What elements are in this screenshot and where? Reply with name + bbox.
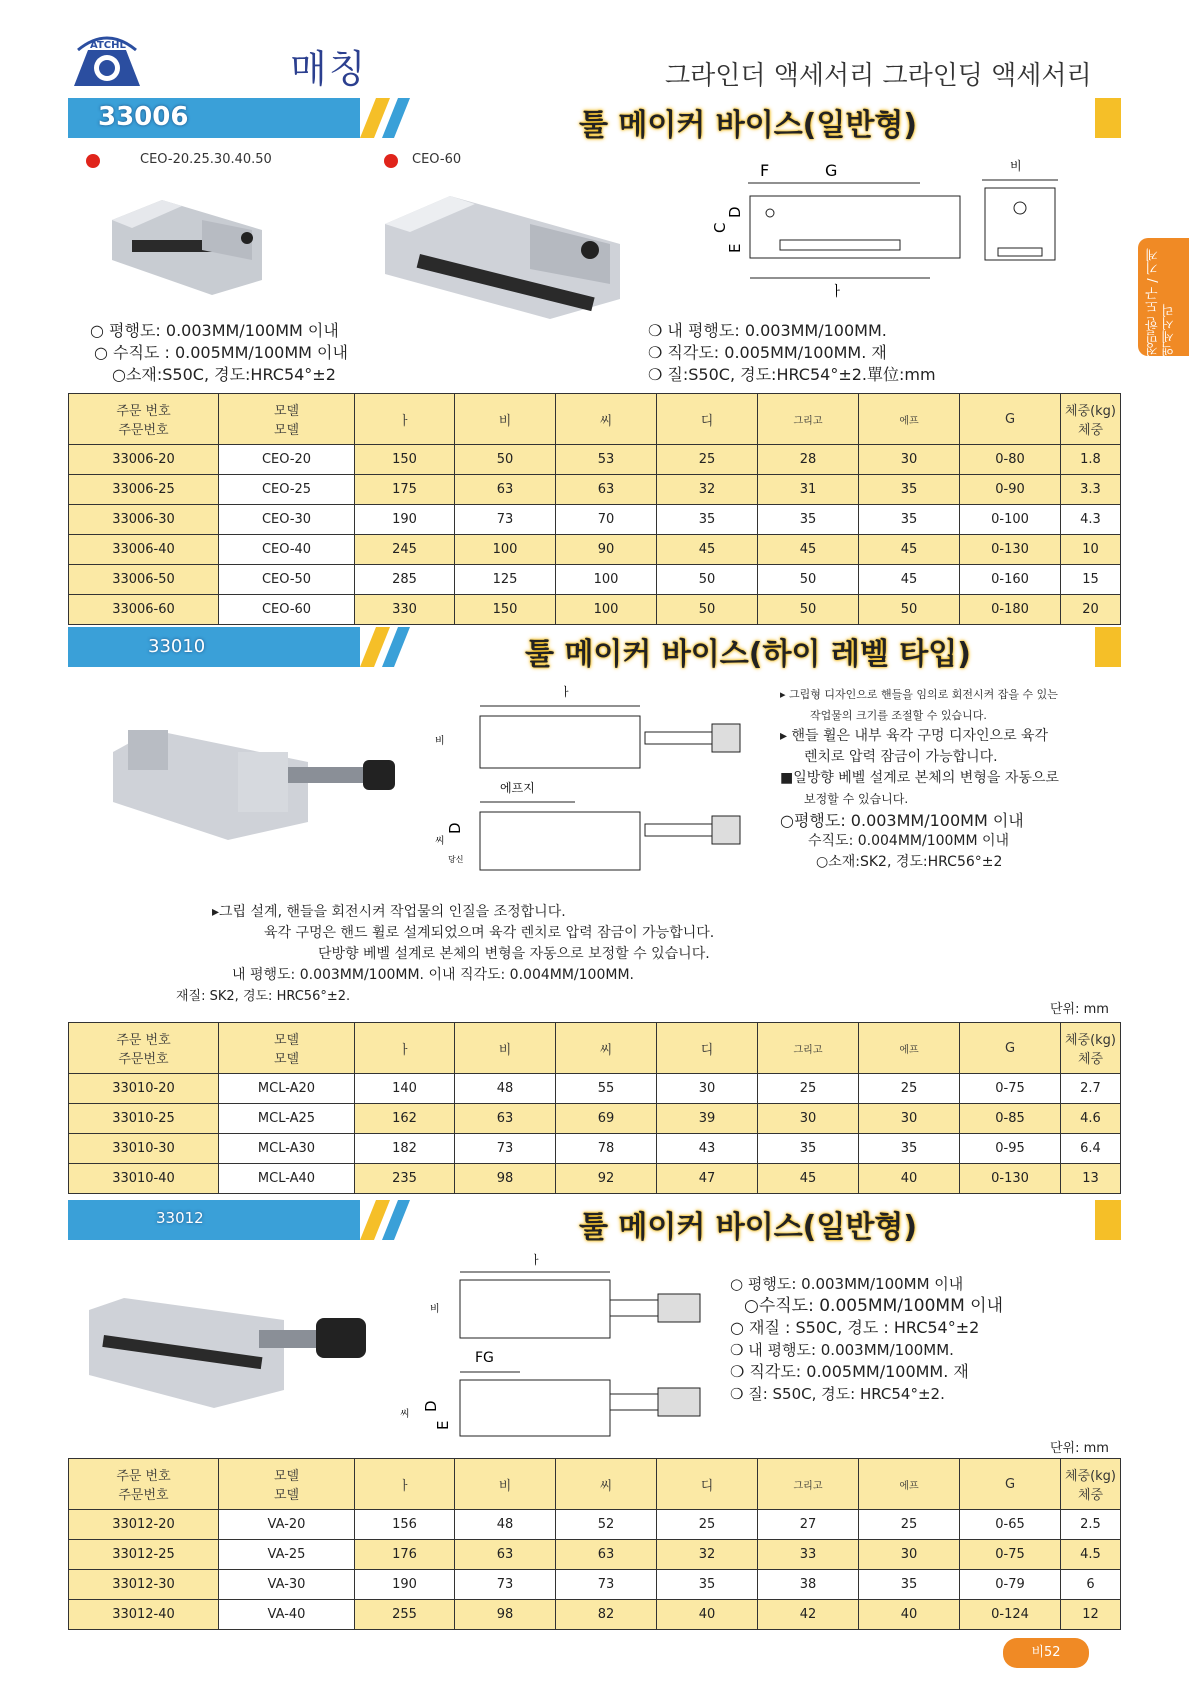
table-cell: 33010-40 (69, 1164, 219, 1194)
red-bullet-icon (86, 154, 100, 168)
table-cell: 330 (355, 595, 455, 625)
table-cell: 73 (455, 505, 556, 535)
spec-item: ○ 평행도: 0.003MM/100MM 이내 (730, 1275, 964, 1293)
table-cell: 6 (1061, 1570, 1121, 1600)
table-cell: 0-75 (960, 1540, 1061, 1570)
col-model: 모델 모델 (219, 394, 355, 445)
col-b: 비 (455, 1023, 556, 1074)
table-cell: 33006-20 (69, 445, 219, 475)
spec-item: ❍ 직각도: 0.005MM/100MM. 재 (730, 1362, 969, 1381)
dim-label-g: G (825, 161, 838, 180)
col-c: 씨 (556, 1459, 657, 1510)
dim-label-e: E (726, 243, 744, 253)
table-cell: MCL-A25 (219, 1104, 355, 1134)
dimension-diagram-side (711, 158, 960, 307)
table-cell: VA-40 (219, 1600, 355, 1630)
table-cell: 32 (657, 475, 758, 505)
table-cell: 285 (355, 565, 455, 595)
col-c: 씨 (556, 394, 657, 445)
table-row (69, 445, 1121, 475)
dim-label-b: 비 (1010, 159, 1022, 173)
section-code: 33006 (98, 102, 189, 132)
table-cell: 92 (556, 1164, 657, 1194)
table-cell: 82 (556, 1600, 657, 1630)
table-cell: 73 (556, 1570, 657, 1600)
table-row (69, 1104, 1121, 1134)
table-cell: 0-85 (960, 1104, 1061, 1134)
table-cell: 125 (455, 565, 556, 595)
table-row (69, 475, 1121, 505)
table-cell: 90 (556, 535, 657, 565)
section-bar-33010 (68, 627, 1121, 672)
table-cell: 0-130 (960, 1164, 1061, 1194)
spec-list-right (648, 320, 936, 386)
section-bar-33012 (68, 1200, 1121, 1245)
table-cell: MCL-A40 (219, 1164, 355, 1194)
dim-label-c: 씨 (435, 836, 445, 847)
table-cell: 0-180 (960, 595, 1061, 625)
spec-item: ○ 평행도: 0.003MM/100MM 이내 (90, 321, 339, 340)
table-cell: 35 (657, 505, 758, 535)
table-cell: 3.3 (1061, 475, 1121, 505)
table-cell: CEO-40 (219, 535, 355, 565)
table-cell: 100 (556, 565, 657, 595)
table-cell: 45 (657, 535, 758, 565)
feature-item: 보정할 수 있습니다. (804, 792, 909, 806)
table-cell: 33010-20 (69, 1074, 219, 1104)
table-cell: 50 (859, 595, 960, 625)
table-cell: 2.7 (1061, 1074, 1121, 1104)
spec-table-33006 (68, 393, 1121, 625)
table-row (69, 595, 1121, 625)
table-cell: 30 (859, 445, 960, 475)
table-cell: MCL-A30 (219, 1134, 355, 1164)
table-cell: 150 (355, 445, 455, 475)
spec-table-33012 (68, 1458, 1121, 1630)
table-cell: 25 (657, 445, 758, 475)
table-cell: 35 (758, 505, 859, 535)
table-cell: 140 (355, 1074, 455, 1104)
col-weight: 체중(kg) 체중 (1061, 1023, 1121, 1074)
table-cell: 100 (556, 595, 657, 625)
note-item: 내 평행도: 0.003MM/100MM. 이내 직각도: 0.004MM/100MM. (232, 967, 634, 983)
col-g: G (960, 1459, 1061, 1510)
vise-photo-general (84, 1290, 384, 1414)
dim-label-fg: 에프지 (500, 781, 535, 795)
table-cell: 190 (355, 505, 455, 535)
table-cell: 150 (455, 595, 556, 625)
table-cell: 50 (758, 595, 859, 625)
table-row (69, 535, 1121, 565)
table-row (69, 1510, 1121, 1540)
table-cell: 40 (859, 1600, 960, 1630)
table-cell: 33006-40 (69, 535, 219, 565)
table-row (69, 505, 1121, 535)
table-cell: 0-75 (960, 1074, 1061, 1104)
col-b: 비 (455, 1459, 556, 1510)
table-cell: 33006-30 (69, 505, 219, 535)
side-tab[interactable] (1138, 238, 1189, 356)
col-model: 모델 모델 (219, 1459, 355, 1510)
spec-item: ❍ 직각도: 0.005MM/100MM. 재 (648, 343, 887, 362)
table-cell: 33012-30 (69, 1570, 219, 1600)
table-cell: VA-30 (219, 1570, 355, 1600)
dim-label-d: D (726, 206, 744, 218)
table-cell: 1.8 (1061, 445, 1121, 475)
section-title: 툴 메이커 바이스(하이 레벨 타입) (525, 637, 971, 672)
spec-item: ○ 재질 : S50C, 경도 : HRC54°±2 (730, 1318, 980, 1337)
section-title: 툴 메이커 바이스(일반형) (578, 1210, 918, 1245)
col-order-no: 주문 번호 주문번호 (69, 394, 219, 445)
table-cell: 6.4 (1061, 1134, 1121, 1164)
spec-item: ❍ 내 평행도: 0.003MM/100MM. (648, 321, 887, 340)
logo-text: ATCHL (90, 40, 126, 51)
table-cell: CEO-50 (219, 565, 355, 595)
col-g: G (960, 394, 1061, 445)
table-cell: 35 (859, 1134, 960, 1164)
stripe-decoration-icon (360, 627, 430, 667)
table-cell: 38 (758, 1570, 859, 1600)
col-e: 그리고 (758, 1459, 859, 1510)
table-cell: 28 (758, 445, 859, 475)
table-cell: 33010-30 (69, 1134, 219, 1164)
table-row (69, 1540, 1121, 1570)
feature-list (780, 684, 1120, 873)
table-cell: 25 (657, 1510, 758, 1540)
vise-photo-highlevel (108, 722, 418, 846)
table-cell: 45 (859, 565, 960, 595)
table-row (69, 565, 1121, 595)
table-cell: 35 (859, 505, 960, 535)
table-cell: VA-25 (219, 1540, 355, 1570)
col-d: 디 (657, 1023, 758, 1074)
dim-label-c: 씨 (400, 1409, 410, 1420)
spec-item: ○수직도: 0.005MM/100MM 이내 (744, 1296, 1003, 1316)
col-weight: 체중(kg) 체중 (1061, 394, 1121, 445)
col-d: 디 (657, 394, 758, 445)
table-cell: 0-80 (960, 445, 1061, 475)
dim-label-e: E (434, 1420, 452, 1430)
section-bar-33006 (68, 98, 1121, 143)
table-cell: 33012-25 (69, 1540, 219, 1570)
col-a: ㅏ (355, 1459, 455, 1510)
table-cell: 0-65 (960, 1510, 1061, 1540)
table-cell: 69 (556, 1104, 657, 1134)
spec-item: ○ 수직도 : 0.005MM/100MM 이내 (94, 343, 348, 362)
stripe-decoration-icon (360, 1200, 430, 1240)
table-cell: 50 (657, 595, 758, 625)
variant-label: CEO-60 (412, 152, 462, 167)
dim-label-d: D (446, 822, 464, 834)
table-cell: 35 (657, 1570, 758, 1600)
table-cell: 30 (758, 1104, 859, 1134)
spec-list-left (90, 320, 348, 386)
col-a: ㅏ (355, 394, 455, 445)
table-cell: 43 (657, 1134, 758, 1164)
table-cell: CEO-25 (219, 475, 355, 505)
feature-item: ○소재:SK2, 경도:HRC56°±2 (816, 854, 1003, 870)
header-subtitle: 그라인더 액세서리 그라인딩 액세서리 (665, 61, 1092, 91)
table-cell: 47 (657, 1164, 758, 1194)
note-item: ▸그립 설계, 핸들을 회전시켜 작업물의 인질을 조정합니다. (212, 904, 566, 920)
feature-item: 작업물의 크기를 조절할 수 있습니다. (810, 709, 987, 722)
col-d: 디 (657, 1459, 758, 1510)
note-item: 육각 구멍은 핸드 휠로 설계되었으며 육각 렌치로 압력 잠금이 가능합니다. (264, 925, 715, 941)
table-cell: 53 (556, 445, 657, 475)
feature-item: ○평행도: 0.003MM/100MM 이내 (780, 811, 1024, 830)
table-cell: CEO-20 (219, 445, 355, 475)
table-cell: 48 (455, 1510, 556, 1540)
table-cell: 0-130 (960, 535, 1061, 565)
table-cell: 33 (758, 1540, 859, 1570)
col-model: 모델 모델 (219, 1023, 355, 1074)
feature-item: 렌치로 압력 잠금이 가능합니다. (804, 749, 998, 765)
table-cell: 40 (859, 1164, 960, 1194)
dim-label-e: 당신 (448, 855, 464, 864)
notes-list (72, 902, 992, 1007)
table-cell: 4.5 (1061, 1540, 1121, 1570)
table-header-row (69, 394, 1121, 445)
unit-label: 단위: mm (1050, 1002, 1109, 1017)
table-cell: 39 (657, 1104, 758, 1134)
table-cell: 255 (355, 1600, 455, 1630)
table-cell: 98 (455, 1600, 556, 1630)
table-cell: 4.6 (1061, 1104, 1121, 1134)
table-cell: 100 (455, 535, 556, 565)
table-cell: 35 (859, 1570, 960, 1600)
feature-item: 수직도: 0.004MM/100MM 이내 (808, 833, 1010, 849)
table-cell: 78 (556, 1134, 657, 1164)
table-cell: 10 (1061, 535, 1121, 565)
table-cell: 235 (355, 1164, 455, 1194)
table-cell: CEO-60 (219, 595, 355, 625)
table-cell: 50 (758, 565, 859, 595)
table-cell: 63 (556, 475, 657, 505)
col-f: 에프 (859, 1023, 960, 1074)
table-cell: 0-124 (960, 1600, 1061, 1630)
dim-label-b: 비 (435, 736, 445, 747)
table-cell: 33012-40 (69, 1600, 219, 1630)
dimension-diagram-front (980, 158, 1060, 272)
spec-item: ❍ 질:S50C, 경도:HRC54°±2.單位:mm (648, 365, 936, 384)
table-cell: 12 (1061, 1600, 1121, 1630)
feature-item: ▸ 핸들 휠은 내부 육각 구멍 디자인으로 육각 (780, 728, 1049, 744)
note-item: 단방향 베벨 설계로 본체의 변형을 자동으로 보정할 수 있습니다. (318, 946, 710, 962)
company-logo (68, 30, 146, 92)
note-item: 재질: SK2, 경도: HRC56°±2. (176, 989, 351, 1004)
col-e: 그리고 (758, 1023, 859, 1074)
dim-label-a: ㅏ (830, 284, 844, 300)
table-cell: 63 (455, 475, 556, 505)
table-cell: 190 (355, 1570, 455, 1600)
red-bullet-icon (384, 154, 398, 168)
table-cell: 63 (556, 1540, 657, 1570)
spec-item: ❍ 내 평행도: 0.003MM/100MM. (730, 1341, 954, 1359)
table-cell: 15 (1061, 565, 1121, 595)
section-code: 33012 (156, 1209, 204, 1227)
vise-photo-small (102, 190, 272, 304)
spec-list-general (730, 1273, 1090, 1405)
table-cell: 45 (758, 535, 859, 565)
table-cell: 0-95 (960, 1134, 1061, 1164)
spec-table-33010 (68, 1022, 1121, 1194)
table-cell: 73 (455, 1570, 556, 1600)
page-number: 비52 (1003, 1638, 1089, 1668)
feature-item: ▸ 그립형 디자인으로 핸들을 임의로 회전시켜 잡을 수 있는 (780, 688, 1058, 701)
table-cell: 63 (455, 1540, 556, 1570)
table-row (69, 1074, 1121, 1104)
table-cell: 45 (859, 535, 960, 565)
table-cell: 2.5 (1061, 1510, 1121, 1540)
table-cell: 35 (758, 1134, 859, 1164)
table-cell: 52 (556, 1510, 657, 1540)
table-cell: 182 (355, 1134, 455, 1164)
table-cell: 45 (758, 1164, 859, 1194)
col-order-no: 주문 번호 주문번호 (69, 1459, 219, 1510)
table-row (69, 1134, 1121, 1164)
unit-label: 단위: mm (1050, 1441, 1109, 1456)
table-header-row (69, 1459, 1121, 1510)
dim-label-a: ㅏ (530, 1253, 542, 1267)
dim-label-d: D (422, 1400, 440, 1412)
dim-label-c: C (711, 222, 729, 233)
col-c: 씨 (556, 1023, 657, 1074)
dim-label-b: 비 (430, 1304, 440, 1315)
table-cell: 98 (455, 1164, 556, 1194)
variant-label: CEO-20.25.30.40.50 (140, 152, 272, 167)
table-cell: 33006-50 (69, 565, 219, 595)
table-cell: 33006-60 (69, 595, 219, 625)
table-cell: 30 (657, 1074, 758, 1104)
col-f: 에프 (859, 1459, 960, 1510)
table-cell: 40 (657, 1600, 758, 1630)
table-header-row (69, 1023, 1121, 1074)
dimension-diagram-highlevel (430, 684, 750, 888)
table-row (69, 1164, 1121, 1194)
table-cell: 20 (1061, 595, 1121, 625)
table-cell: 4.3 (1061, 505, 1121, 535)
table-cell: 25 (758, 1074, 859, 1104)
table-cell: 33012-20 (69, 1510, 219, 1540)
spec-item: ○소재:S50C, 경도:HRC54°±2 (112, 365, 336, 384)
feature-item: ■일방향 베벨 설계로 본체의 변형을 자동으로 (780, 770, 1059, 786)
dim-label-f: F (760, 161, 770, 180)
table-cell: VA-20 (219, 1510, 355, 1540)
table-cell: 30 (859, 1540, 960, 1570)
table-row (69, 1570, 1121, 1600)
table-cell: 25 (859, 1074, 960, 1104)
brand-title: 매칭 (290, 47, 368, 91)
col-order-no: 주문 번호 주문번호 (69, 1023, 219, 1074)
col-b: 비 (455, 394, 556, 445)
table-cell: 55 (556, 1074, 657, 1104)
stripe-decoration-icon (360, 98, 430, 138)
table-cell: 0-100 (960, 505, 1061, 535)
col-e: 그리고 (758, 394, 859, 445)
dim-label-a: ㅏ (560, 685, 572, 699)
side-tab-label: 정밀한 도구 / 기계 액세서리 (1146, 248, 1177, 356)
table-cell: 70 (556, 505, 657, 535)
table-cell: 0-160 (960, 565, 1061, 595)
table-cell: 156 (355, 1510, 455, 1540)
table-cell: 27 (758, 1510, 859, 1540)
col-f: 에프 (859, 394, 960, 445)
table-cell: 162 (355, 1104, 455, 1134)
table-cell: 42 (758, 1600, 859, 1630)
vise-photo-large (380, 184, 630, 328)
table-cell: 31 (758, 475, 859, 505)
table-cell: 63 (455, 1104, 556, 1134)
table-cell: 13 (1061, 1164, 1121, 1194)
table-cell: 176 (355, 1540, 455, 1570)
col-g: G (960, 1023, 1061, 1074)
dim-label-fg: FG (475, 1350, 494, 1366)
dimension-diagram-general (400, 1252, 710, 1446)
table-cell: 33010-25 (69, 1104, 219, 1134)
table-cell: 50 (455, 445, 556, 475)
table-cell: 0-90 (960, 475, 1061, 505)
table-cell: 32 (657, 1540, 758, 1570)
section-title: 툴 메이커 바이스(일반형) (578, 108, 918, 143)
table-cell: 30 (859, 1104, 960, 1134)
spec-item: ❍ 질: S50C, 경도: HRC54°±2. (730, 1385, 945, 1403)
table-row (69, 1600, 1121, 1630)
table-cell: 0-79 (960, 1570, 1061, 1600)
table-cell: 175 (355, 475, 455, 505)
table-cell: 48 (455, 1074, 556, 1104)
table-cell: 33006-25 (69, 475, 219, 505)
table-cell: 25 (859, 1510, 960, 1540)
table-cell: 50 (657, 565, 758, 595)
table-cell: CEO-30 (219, 505, 355, 535)
table-cell: 35 (859, 475, 960, 505)
col-a: ㅏ (355, 1023, 455, 1074)
table-cell: 245 (355, 535, 455, 565)
table-cell: MCL-A20 (219, 1074, 355, 1104)
section-code: 33010 (148, 636, 206, 657)
table-cell: 73 (455, 1134, 556, 1164)
col-weight: 체중(kg) 체중 (1061, 1459, 1121, 1510)
